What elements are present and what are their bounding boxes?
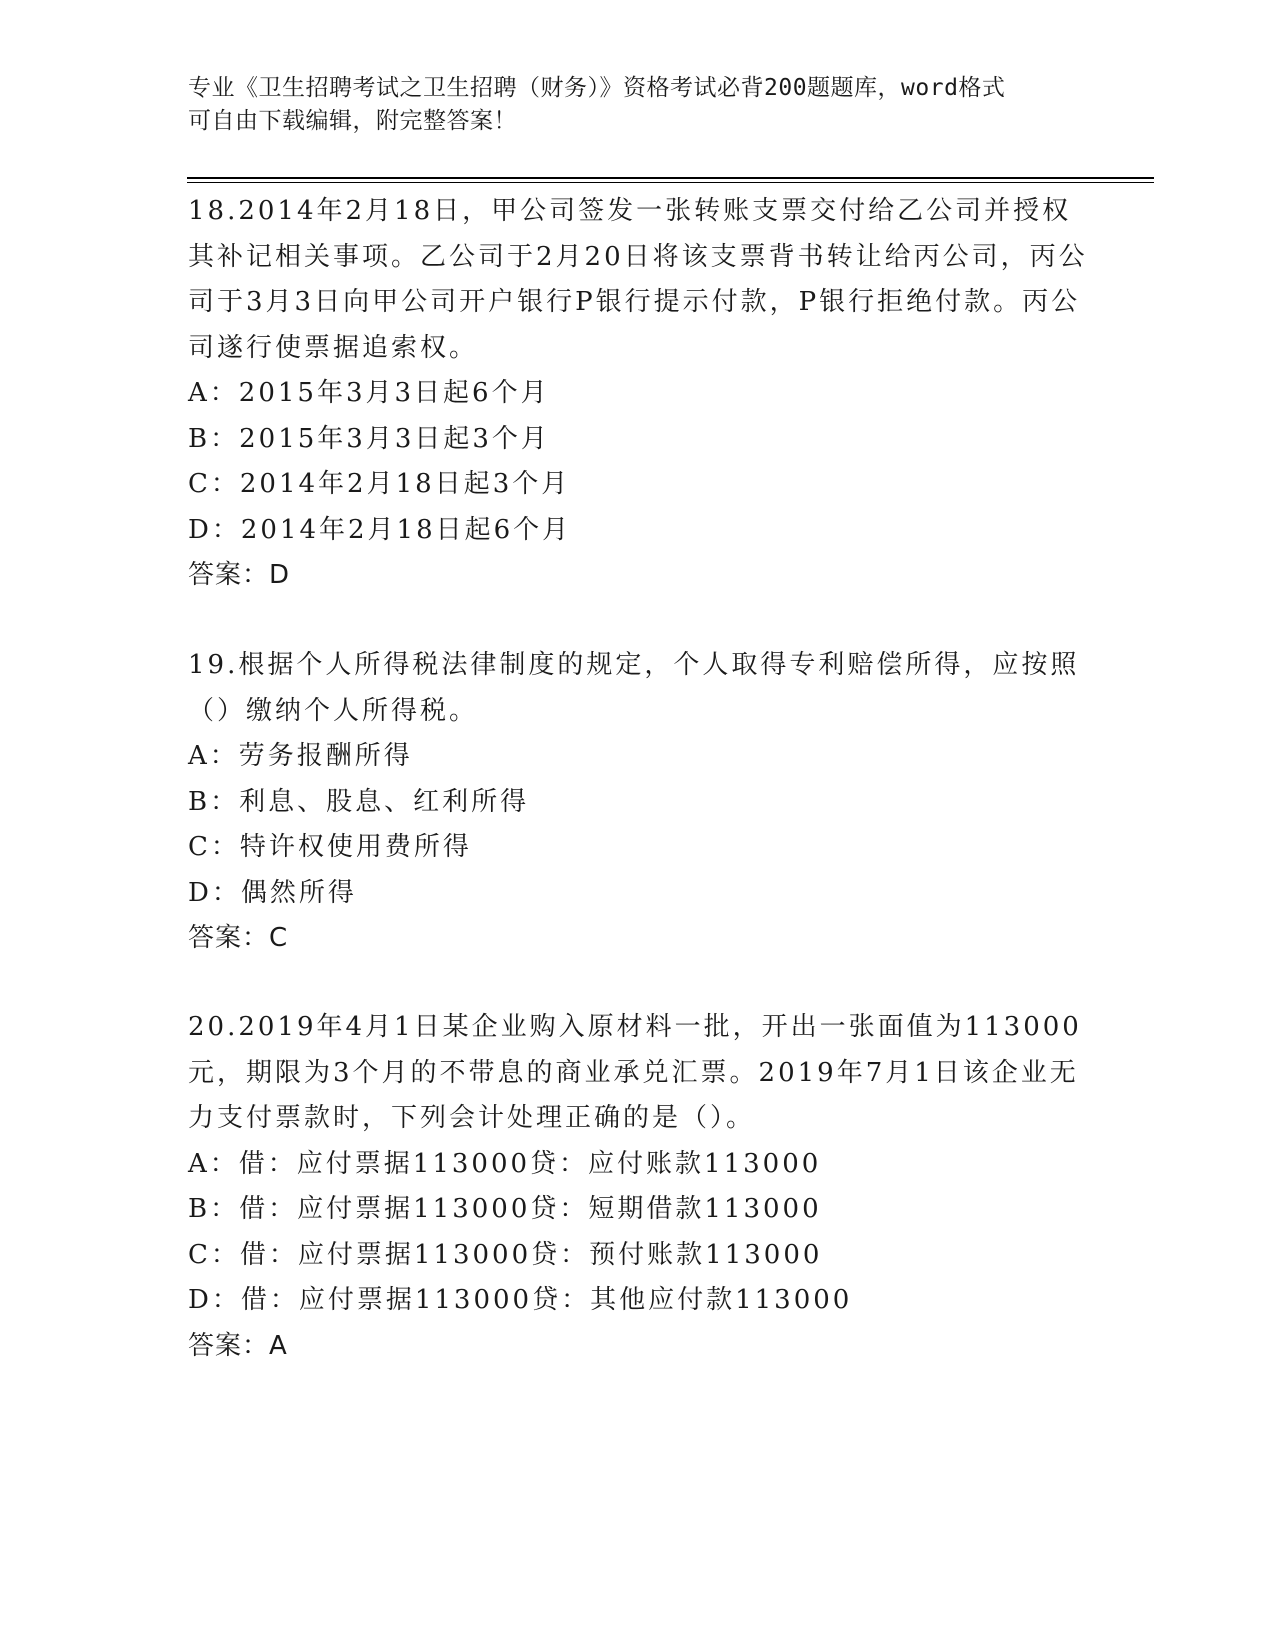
option-a: A：2015年3月3日起6个月 <box>188 378 550 408</box>
header-divider-thin <box>187 182 1154 183</box>
option-a: A：借：应付票据113000贷：应付账款113000 <box>188 1148 822 1179</box>
option-b: B：借：应付票据113000贷：短期借款113000 <box>188 1194 822 1224</box>
option-c: C：借：应付票据113000贷：预付账款113000 <box>188 1239 823 1270</box>
answer-line: 答案：A <box>188 1330 288 1361</box>
option-a: A：劳务报酬所得 <box>188 741 413 771</box>
option-d: D：2014年2月18日起6个月 <box>188 514 572 545</box>
question-20 <box>188 1005 1088 1369</box>
question-19 <box>188 643 1088 962</box>
header-line-2: 可自由下载编辑，附完整答案！ <box>188 108 517 134</box>
answer-line: 答案：C <box>188 923 289 953</box>
option-d: D：偶然所得 <box>188 877 357 908</box>
option-d: D：借：应付票据113000贷：其他应付款113000 <box>188 1285 853 1315</box>
answer-line: 答案：D <box>188 560 291 590</box>
question-18 <box>188 189 1088 599</box>
question-stem: 18.2014年2月18日，甲公司签发一张转账支票交付给乙公司并授权其补记相关事项。乙公司于2月20日将该支票背书转让给丙公司，丙公司于3月3日向甲公司开户银行P银行提示付款，P银行拒绝付款。丙公司遂行使票据追索权。 <box>188 196 1088 363</box>
header-divider-thick <box>187 177 1154 179</box>
option-b: B：利息、股息、红利所得 <box>188 786 530 817</box>
header-line-1: 专业《卫生招聘考试之卫生招聘（财务）》资格考试必背200题题库，word格式 <box>188 75 1006 101</box>
question-stem: 20.2019年4月1日某企业购入原材料一批，开出一张面值为113000元，期限为3个月的不带息的商业承兑汇票。2019年7月1日该企业无力支付票款时，下列会计处理正确的是（）。 <box>188 1012 1082 1133</box>
option-b: B：2015年3月3日起3个月 <box>188 423 550 454</box>
option-c: C：特许权使用费所得 <box>188 832 472 862</box>
question-stem: 19.根据个人所得税法律制度的规定，个人取得专利赔偿所得，应按照（）缴纳个人所得税。 <box>188 650 1080 726</box>
option-c: C：2014年2月18日起3个月 <box>188 469 571 499</box>
document-header <box>188 72 1068 138</box>
